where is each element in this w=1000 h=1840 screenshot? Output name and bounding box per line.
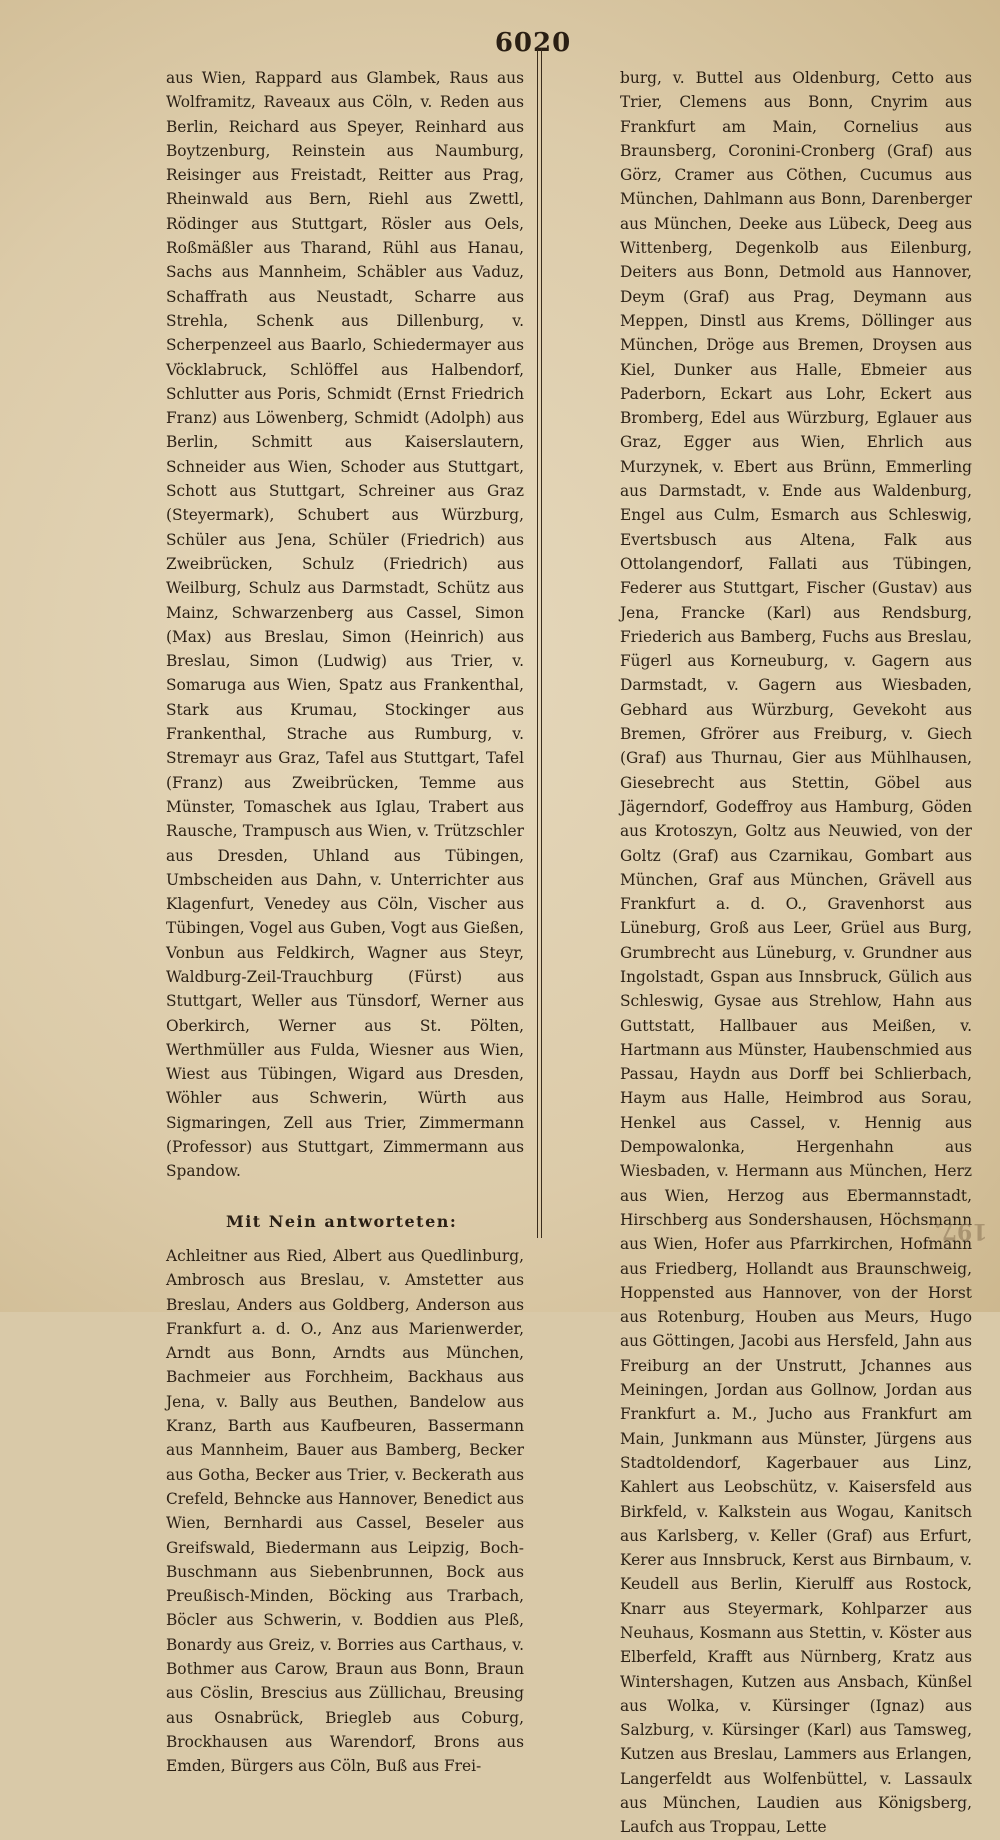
no-voters-list-continued: burg, v. Buttel aus Oldenburg, Cetto aus Trier, Clemens aus Bonn, Cnyrim aus Frankfurt am Main, Cornelius aus Braunsberg, Coronini-Cronberg (Graf) aus Görz, Cramer aus Cöthen, Cucumus aus München, Dahlmann aus Bonn, Darenberger aus München, Deeke aus Lübeck, Deeg aus Wittenberg, Degenkolb aus Eilenburg, Deiters aus Bonn, Detmold aus Hannover, Deym (Graf) aus Prag, Deymann aus Meppen, Dinstl aus Krems, Döllinger aus München, Dröge aus Bremen, Droysen aus Kiel, Dunker aus Halle, Ebmeier aus Paderborn, Eckart aus Lohr, Eckert aus Bromberg, Edel aus Würzburg, Eglauer aus Graz, Egger aus Wien, Ehrlich aus Murzynek, v. Ebert aus Brünn, Emmerling aus Darmstadt, v. Ende aus Waldenburg, Engel aus Culm, Esmarch aus Schleswig, Evertsbusch aus Altena, Falk aus Ottolangendorf, Fallati aus Tübingen, Federer aus Stuttgart, Fischer (Gustav) aus Jena, Francke (Karl) aus Rendsburg, Friederich aus Bamberg, Fuchs aus Breslau, Fügerl aus Korneuburg, v. Gagern aus Darmstadt, v. Gagern aus Wiesbaden, Gebhard aus Würzburg, Gevekoht aus Bremen, Gfrörer aus Freiburg, v. Giech (Graf) aus Thurnau, Gier aus Mühlhausen, Giesebrecht aus Stettin, Göbel aus Jägerndorf, Godeffroy aus Hamburg, Göden aus Krotoszyn, Goltz aus Neuwied, von der Goltz (Graf) aus Czarnikau, Gombart aus München, Graf aus München, Grävell aus Frankfurt a. d. O., Gravenhorst aus Lüneburg, Groß aus Leer, Grüel aus Burg, Grumbrecht aus Lüneburg, v. Grundner aus Ingolstadt, Gspan aus Innsbruck, Gülich aus Schleswig, Gysae aus Strehlow, Hahn aus Guttstatt, Hallbauer aus Meißen, v. Hartmann aus Münster, Haubenschmied aus Passau, Haydn aus Dorff bei Schlierbach, Haym aus Halle, Heimbrod aus Sorau, Henkel aus Cassel, v. Hennig aus Dempowalonka, Hergenhahn aus Wiesbaden, v. Hermann aus München, Herz aus Wien, Herzog aus Ebermannstadt, Hirschberg aus Sondershausen, Höchsmann aus Wien, Hofer aus Pfarrkirchen, Hofmann aus Friedberg, Hollandt aus Braunschweig, Hoppensted aus Hannover, von der Horst aus Rotenburg, Houben aus Meurs, Hugo aus Göttingen, Jacobi aus Hersfeld, Jahn aus Freiburg an der Unstrutt, Jchannes aus Meiningen, Jordan aus Gollnow, Jordan aus Frankfurt a. M., Jucho aus Frankfurt am Main, Junkmann aus Münster, Jürgens aus Stadtoldendorf, Kagerbauer aus Linz, Kahlert aus Leobschütz, v. Kaisersfeld aus Birkfeld, v. Kalkstein aus Wogau, Kanitsch aus Karlsberg, v. Keller (Graf) aus Erfurt, Kerer aus Innsbruck, Kerst aus Birnbaum, v. Keudell aus Berlin, Kierulff aus Rostock, Knarr aus Steyermark, Kohlparzer aus Neuhaus, Kosmann aus Stettin, v. Köster aus Elberfeld, Krafft aus Nürnberg, Kratz aus Wintershagen, Kutzen aus Ansbach, Künßel aus Wolka, v. Kürsinger (Ignaz) aus Salzburg, v. Kürsinger (Karl) aus Tamsweg, Kutzen aus Breslau, Lammers aus Erlangen, Langerfeldt aus Wolfenbüttel, v. Lassaulx aus München, Laudien aus Königsberg, Laufch aus Troppau, Lette xyxy=(620,69,972,1837)
page-number: 6020 xyxy=(494,28,572,58)
no-voters-list: Achleitner aus Ried, Albert aus Quedlinburg, Ambrosch aus Breslau, v. Amstetter aus Breslau, Anders aus Goldberg, Anderson aus Frankfurt a. d. O., Anz aus Marienwerder, Arndt aus Bonn, Arndts aus München, Bachmeier aus Forchheim, Backhaus aus Jena, v. Bally aus Beuthen, Bandelow aus Kranz, Barth aus Kaufbeuren, Bassermann aus Mannheim, Bauer aus Bamberg, Becker aus Gotha, Becker aus Trier, v. Beckerath aus Crefeld, Behncke aus Hannover, Benedict aus Wien, Bernhardi aus Cassel, Beseler aus Greifswald, Biedermann aus Leipzig, Boch-Buschmann aus Siebenbrunnen, Bock aus Preußisch-Minden, Böcking aus Trarbach, Böcler aus Schwerin, v. Boddien aus Pleß, Bonardy aus Greiz, v. Borries aus Carthaus, v. Bothmer aus Carow, Braun aus Bonn, Braun aus Cöslin, Brescius aus Züllichau, Breusing aus Osnabrück, Briegleb aus Coburg, Brockhausen aus Warendorf, Brons aus Emden, Bürgers aus Cöln, Buß aus Frei- xyxy=(166,1246,524,1776)
column-divider-rule xyxy=(537,48,539,1238)
yes-voters-continuation: aus Wien, Rappard aus Glambek, Raus aus Wolframitz, Raveaux aus Cöln, v. Reden aus Berlin, Reichard aus Speyer, Reinhard aus Boytzenburg, Reinstein aus Naumburg, Reisinger aus Freistadt, Reitter aus Prag, Rheinwald aus Bern, Riehl aus Zwettl, Rödinger aus Stuttgart, Rösler aus Oels, Roßmäßler aus Tharand, Rühl aus Hanau, Sachs aus Mannheim, Schäbler aus Vaduz, Schaffrath aus Neustadt, Scharre aus Strehla, Schenk aus Dillenburg, v. Scherpenzeel aus Baarlo, Schiedermayer aus Vöcklabruck, Schlöffel aus Halbendorf, Schlutter aus Poris, Schmidt (Ernst Friedrich Franz) aus Löwenberg, Schmidt (Adolph) aus Berlin, Schmitt aus Kaiserslautern, Schneider aus Wien, Schoder aus Stuttgart, Schott aus Stuttgart, Schreiner aus Graz (Steyermark), Schubert aus Würzburg, Schüler aus Jena, Schüler (Friedrich) aus Zweibrücken, Schulz (Friedrich) aus Weilburg, Schulz aus Darmstadt, Schütz aus Mainz, Schwarzenberg aus Cassel, Simon (Max) aus Breslau, Simon (Heinrich) aus Breslau, Simon (Ludwig) aus Trier, v. Somaruga aus Wien, Spatz aus Frankenthal, Stark aus Krumau, Stockinger aus Frankenthal, Strache aus Rumburg, v. Stremayr aus Graz, Tafel aus Stuttgart, Tafel (Franz) aus Zweibrücken, Temme aus Münster, Tomaschek aus Iglau, Trabert aus Rausche, Trampusch aus Wien, v. Trützschler aus Dresden, Uhland aus Tübingen, Umbscheiden aus Dahn, v. Unterrichter aus Klagenfurt, Venedey aus Cöln, Vischer aus Tübingen, Vogel aus Guben, Vogt aus Gießen, Vonbun aus Feldkirch, Wagner aus Steyr, Waldburg-Zeil-Trauchburg (Fürst) aus Stuttgart, Weller aus Tünsdorf, Werner aus Oberkirch, Werner aus St. Pölten, Werthmüller aus Fulda, Wiesner aus Wien, Wiest aus Tübingen, Wigard aus Dresden, Wöhler aus Schwerin, Würth aus Sigmaringen, Zell aus Trier, Zimmermann (Professor) aus Stuttgart, Zimmermann aus Spandow. xyxy=(166,69,524,1181)
bleed-through-mark: 197. xyxy=(934,1218,988,1244)
left-column xyxy=(166,66,524,1778)
column-divider-rule-double xyxy=(541,48,543,1238)
section-heading-no-votes: Mit Nein antworteten: xyxy=(226,1211,458,1231)
right-column xyxy=(620,66,972,1840)
